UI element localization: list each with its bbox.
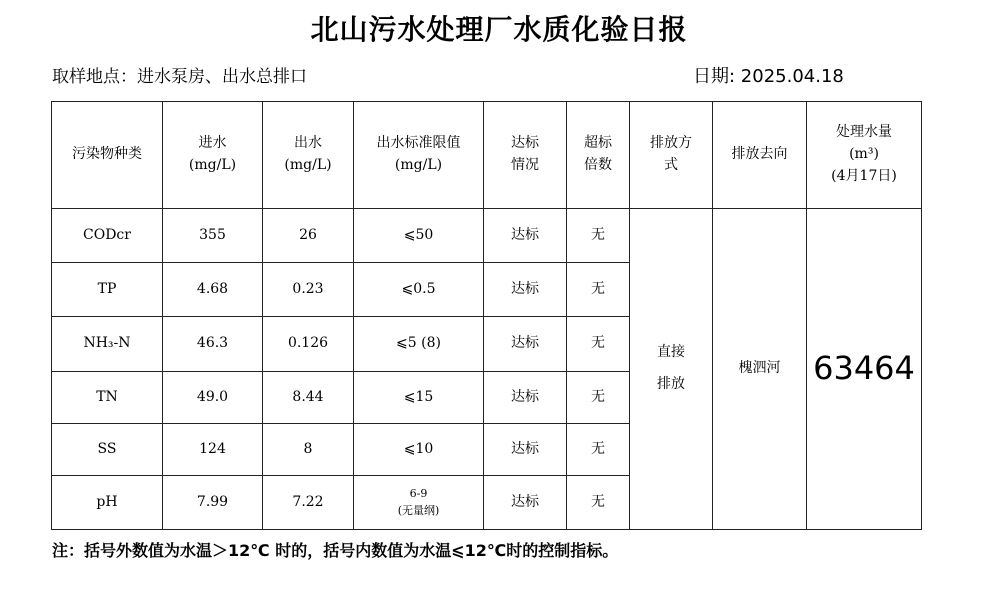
exceed-multiple: 无	[567, 424, 630, 476]
footnote: 注：括号外数值为水温＞12℃ 时的，括号内数值为水温⩽12℃时的控制指标。	[52, 541, 619, 560]
compliance-status: 达标	[484, 263, 567, 317]
pollutant-name: pH	[52, 476, 163, 530]
influent-value: 7.99	[163, 476, 263, 530]
header-limit-unit: (mg/L)	[394, 157, 443, 173]
header-limit-label: 出水标准限值	[376, 135, 461, 152]
exceed-multiple: 无	[567, 209, 630, 263]
report-title: 北山污水处理厂水质化验日报	[310, 13, 688, 46]
header-exceed	[567, 102, 630, 209]
limit-value: ⩽50	[354, 209, 484, 263]
report-date: 日期: 2025.04.18	[693, 66, 844, 87]
limit-value: ⩽0.5	[354, 263, 484, 317]
header-exceed-line2: 倍数	[584, 157, 612, 173]
header-compliance-line1: 达标	[511, 135, 539, 152]
header-limit	[354, 102, 484, 209]
header-exceed-line1: 超标	[584, 135, 612, 152]
effluent-value: 0.126	[263, 317, 354, 372]
header-compliance-line2: 情况	[511, 157, 539, 173]
effluent-value: 7.22	[263, 476, 354, 530]
influent-value: 124	[163, 424, 263, 476]
limit-note: (无量纲)	[397, 503, 440, 517]
limit-value: ⩽5 (8)	[354, 317, 484, 372]
discharge-method-line1: 直接	[657, 344, 685, 361]
sampling-location: 取样地点：进水泵房、出水总排口	[52, 67, 307, 87]
header-effluent	[263, 102, 354, 209]
influent-value: 355	[163, 209, 263, 263]
discharge-destination: 槐泗河	[713, 209, 807, 530]
compliance-status: 达标	[484, 209, 567, 263]
compliance-status: 达标	[484, 372, 567, 424]
header-volume-date: (4月17日)	[831, 167, 897, 184]
header-influent	[163, 102, 263, 209]
effluent-value: 26	[263, 209, 354, 263]
compliance-status: 达标	[484, 424, 567, 476]
compliance-status: 达标	[484, 317, 567, 372]
influent-value: 4.68	[163, 263, 263, 317]
water-quality-table	[51, 101, 922, 530]
header-influent-unit: (mg/L)	[188, 157, 237, 173]
limit-value: ⩽15	[354, 372, 484, 424]
header-discharge-destination: 排放去向	[713, 102, 807, 209]
pollutant-name: TP	[52, 263, 163, 317]
header-discharge-method	[630, 102, 713, 209]
exceed-multiple: 无	[567, 372, 630, 424]
header-effluent-label: 出水	[294, 135, 322, 152]
table-header-row	[52, 102, 922, 209]
exceed-multiple: 无	[567, 263, 630, 317]
limit-range: 6-9	[409, 487, 428, 500]
limit-value	[354, 476, 484, 530]
header-compliance	[484, 102, 567, 209]
effluent-value: 0.23	[263, 263, 354, 317]
pollutant-name: TN	[52, 372, 163, 424]
exceed-multiple: 无	[567, 317, 630, 372]
pollutant-name: NH₃-N	[52, 317, 163, 372]
pollutant-name: CODcr	[52, 209, 163, 263]
limit-value: ⩽10	[354, 424, 484, 476]
header-treated-volume	[807, 102, 922, 209]
header-volume-label: 处理水量	[836, 124, 892, 141]
exceed-multiple: 无	[567, 476, 630, 530]
discharge-method	[630, 209, 713, 530]
compliance-status: 达标	[484, 476, 567, 530]
pollutant-name: SS	[52, 424, 163, 476]
header-discharge-method-line1: 排放方	[650, 135, 692, 152]
treated-volume: 63464	[807, 209, 922, 530]
influent-value: 49.0	[163, 372, 263, 424]
discharge-method-line2: 排放	[657, 376, 685, 392]
header-influent-label: 进水	[198, 135, 227, 152]
influent-value: 46.3	[163, 317, 263, 372]
header-volume-unit: (m³)	[849, 146, 879, 163]
effluent-value: 8	[263, 424, 354, 476]
effluent-value: 8.44	[263, 372, 354, 424]
header-discharge-method-line2: 式	[664, 157, 678, 173]
header-pollutant: 污染物种类	[52, 102, 163, 209]
header-effluent-unit: (mg/L)	[284, 157, 332, 173]
table-row	[52, 209, 922, 263]
